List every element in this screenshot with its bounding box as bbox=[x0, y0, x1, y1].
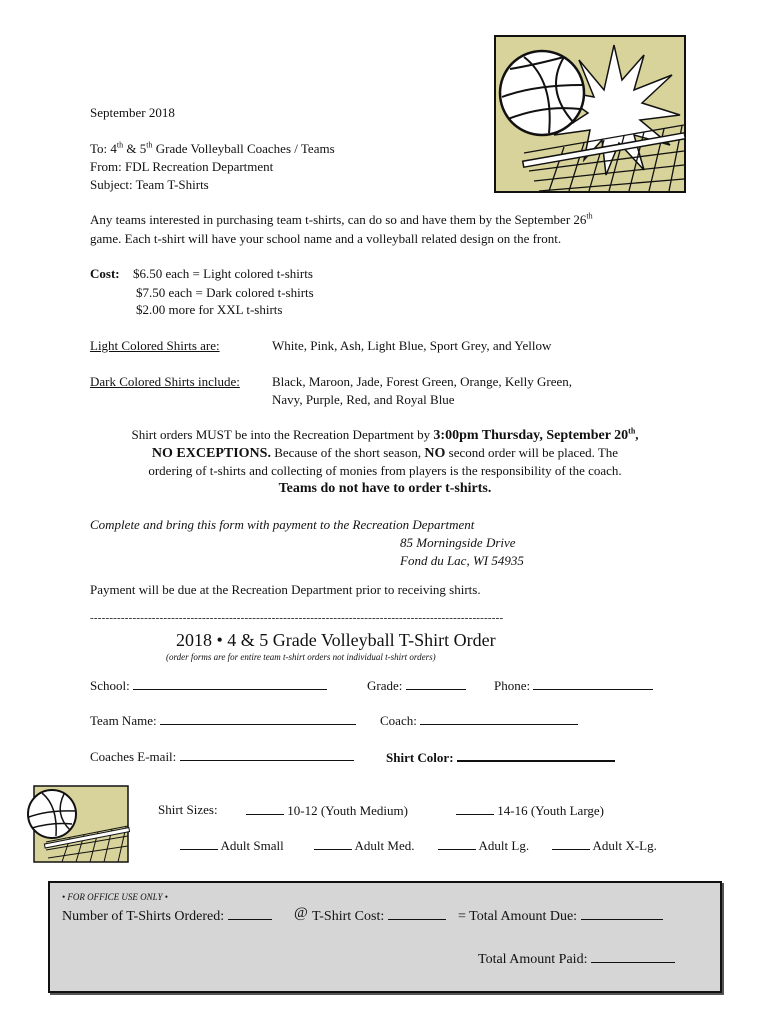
shirt-sizes-label: Shirt Sizes: bbox=[158, 802, 218, 817]
return-city: Fond du Lac, WI 54935 bbox=[400, 553, 524, 568]
coach-email-field[interactable]: Coaches E-mail: bbox=[90, 748, 354, 765]
at-symbol: @ bbox=[294, 905, 308, 921]
dark-colors-list-1: Black, Maroon, Jade, Forest Green, Orange, Kelly Green, bbox=[272, 374, 572, 389]
intro-line-2: game. Each t-shirt will have your school name and a volleyball related design on the front. bbox=[90, 231, 562, 246]
cut-divider: ----------------------------------------------------------------------------------------------------------- bbox=[90, 612, 504, 624]
school-field[interactable]: School: bbox=[90, 677, 327, 694]
total-due-field[interactable]: = Total Amount Due: bbox=[458, 907, 663, 925]
office-use-header: • FOR OFFICE USE ONLY • bbox=[62, 892, 168, 902]
dark-colors-list-2: Navy, Purple, Red, and Royal Blue bbox=[272, 392, 455, 407]
return-street: 85 Morningside Drive bbox=[400, 535, 516, 550]
light-colors-label: Light Colored Shirts are: bbox=[90, 338, 220, 353]
return-instructions: Complete and bring this form with payment to the Recreation Department bbox=[90, 517, 475, 532]
cost-light: $6.50 each = Light colored t-shirts bbox=[133, 266, 313, 281]
size-youth-large[interactable]: 14-16 (Youth Large) bbox=[456, 802, 604, 819]
volleyball-net-clipart-icon bbox=[26, 784, 130, 864]
size-adult-small[interactable]: Adult Small bbox=[180, 837, 284, 854]
deadline-line-3: ordering of t-shirts and collecting of monies from players is the responsibility of the coach. bbox=[148, 463, 622, 478]
grade-field[interactable]: Grade: bbox=[367, 677, 466, 694]
deadline-line-4: Teams do not have to order t-shirts. bbox=[278, 481, 492, 496]
phone-field[interactable]: Phone: bbox=[494, 677, 653, 694]
letter-date: September 2018 bbox=[90, 105, 175, 120]
office-use-box bbox=[48, 881, 722, 993]
shirts-ordered-field[interactable]: Number of T-Shirts Ordered: bbox=[62, 907, 272, 925]
subject-line: Subject: Team T-Shirts bbox=[90, 177, 209, 192]
team-name-field[interactable]: Team Name: bbox=[90, 712, 356, 729]
size-adult-xlarge[interactable]: Adult X-Lg. bbox=[552, 837, 657, 854]
deadline-line-2: NO EXCEPTIONS. Because of the short season, NO second order will be placed. The bbox=[151, 445, 619, 461]
cost-label: Cost: bbox=[90, 266, 120, 281]
order-form-subtitle: (order forms are for entire team t-shirt orders not individual t-shirt orders) bbox=[166, 652, 436, 662]
size-adult-large[interactable]: Adult Lg. bbox=[438, 837, 529, 854]
deadline-line-1: Shirt orders MUST be into the Recreation Department by 3:00pm Thursday, September 20th, bbox=[131, 426, 639, 443]
from-line: From: FDL Recreation Department bbox=[90, 159, 274, 174]
shirt-color-field[interactable]: Shirt Color: bbox=[386, 748, 615, 766]
size-youth-medium[interactable]: 10-12 (Youth Medium) bbox=[246, 802, 408, 819]
cost-xxl: $2.00 more for XXL t-shirts bbox=[136, 302, 283, 317]
to-line: To: 4th & 5th Grade Volleyball Coaches / Teams bbox=[90, 140, 335, 156]
light-colors-list: White, Pink, Ash, Light Blue, Sport Grey, and Yellow bbox=[272, 338, 552, 353]
size-adult-medium[interactable]: Adult Med. bbox=[314, 837, 415, 854]
dark-colors-label: Dark Colored Shirts include: bbox=[90, 374, 240, 389]
total-paid-field[interactable]: Total Amount Paid: bbox=[478, 950, 675, 968]
cost-dark: $7.50 each = Dark colored t-shirts bbox=[136, 285, 314, 300]
payment-note: Payment will be due at the Recreation Department prior to receiving shirts. bbox=[90, 582, 481, 597]
order-form-title: 2018 • 4 & 5 Grade Volleyball T-Shirt Order bbox=[176, 630, 496, 650]
volleyball-net-clipart-icon bbox=[494, 35, 686, 193]
shirt-cost-field[interactable]: T-Shirt Cost: bbox=[312, 907, 446, 925]
intro-line-1: Any teams interested in purchasing team t-shirts, can do so and have them by the September 26th bbox=[90, 211, 593, 227]
coach-field[interactable]: Coach: bbox=[380, 712, 578, 729]
